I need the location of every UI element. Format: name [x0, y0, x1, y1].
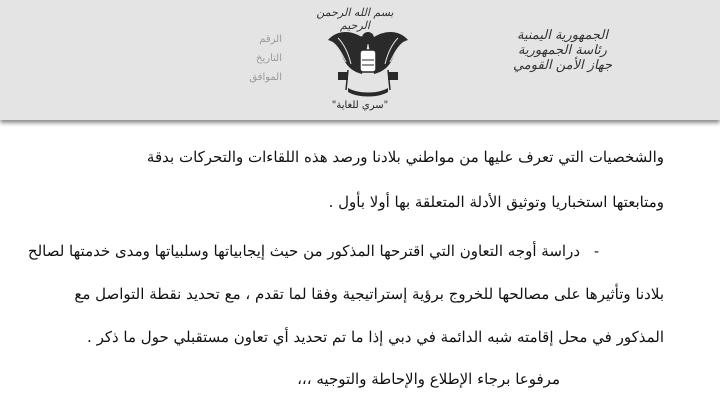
national-emblem-eagle-icon: [318, 20, 418, 100]
authority-line-1: الجمهورية اليمنية: [516, 28, 608, 43]
authority-line-2: رئاسة الجمهورية: [518, 43, 607, 58]
letterhead: [0, 0, 720, 120]
basmala: بسم الله الرحمن الرحيم: [316, 6, 394, 32]
document-body: [0, 120, 720, 405]
date-label: التاريخ: [256, 53, 282, 64]
issuing-authority: [500, 28, 625, 73]
authority-line-3: جهاز الأمن القومي: [512, 58, 613, 73]
reference-labels: [222, 30, 282, 87]
body-line: بلادنا وتأثيرها على مصالحها للخروج برؤية إستراتيجية وفقا لما تقدم ، مع تحديد نقطة التواصل مع: [74, 285, 664, 303]
reference-number-label: الرقم: [259, 34, 282, 45]
list-bullet: -: [594, 242, 600, 260]
body-line: المذكور في محل إقامته شبه الدائمة في دبي إذا ما تم تحديد أي تعاون مستقبلي حول ما ذكر .: [87, 328, 664, 346]
body-line: دراسة أوجه التعاون التي اقترحها المذكور من حيث إيجابياتها وسلبياتها ومدى خدمتها لصالح: [27, 242, 580, 260]
classification-stamp: "سري للغاية": [331, 100, 389, 111]
closing-line: مرفوعا برجاء الإطلاع والإحاطة والتوجيه ،،،: [297, 370, 560, 388]
body-line: والشخصيات التي تعرف عليها من مواطني بلادنا ورصد هذه اللقاءات والتحركات بدقة: [146, 148, 664, 166]
corresponding-date-label: الموافق: [249, 72, 282, 83]
body-line: ومتابعتها استخباريا وتوثيق الأدلة المتعلقة بها أولا بأول .: [328, 193, 664, 211]
